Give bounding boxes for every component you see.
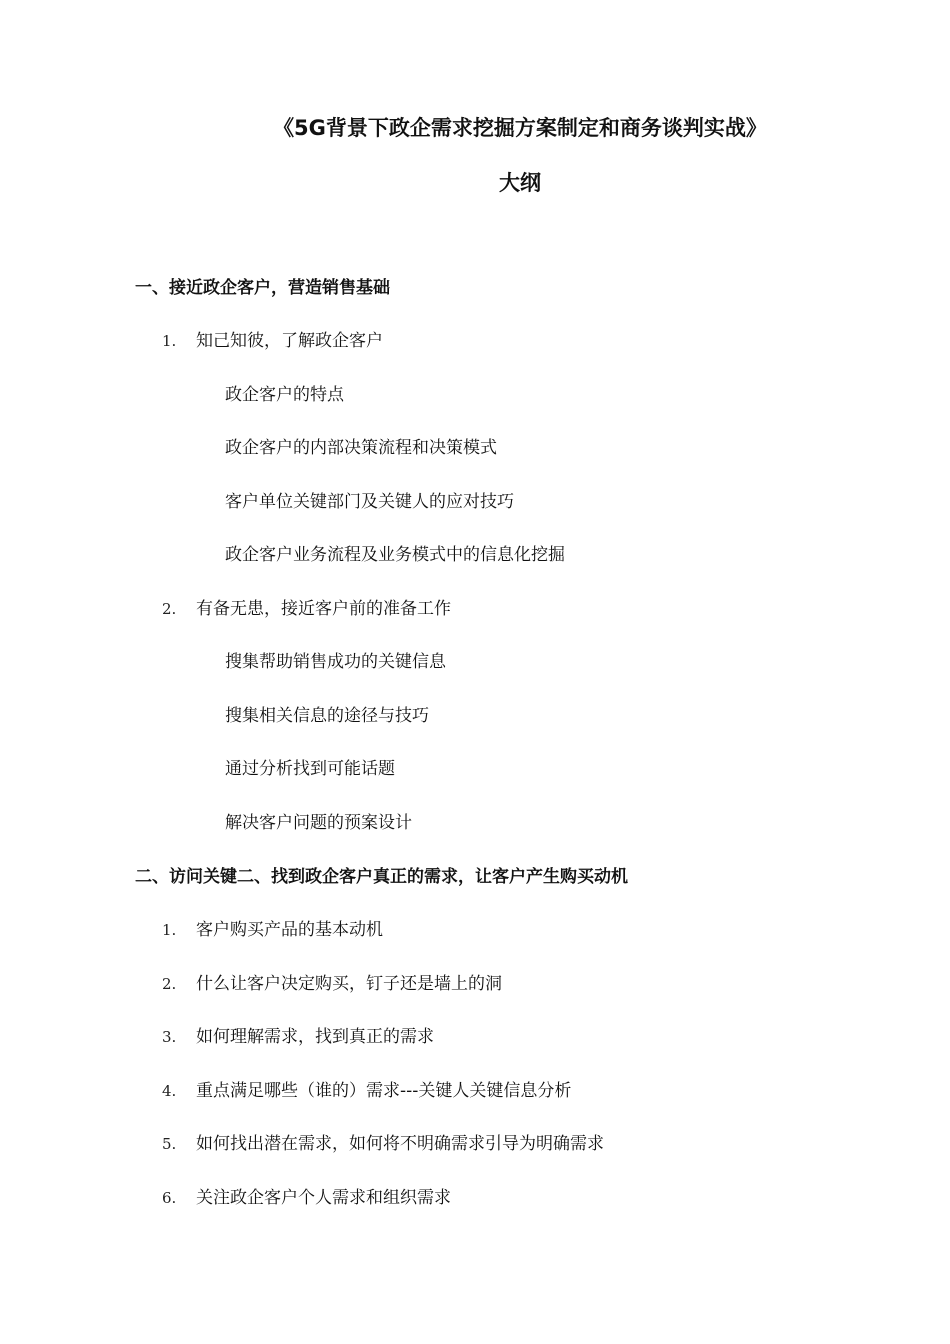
outline-item: 重点满足哪些（谁的）需求---关键人关键信息分析 [196,1081,572,1101]
outline-item: 如何理解需求，找到真正的需求 [196,1027,434,1047]
item-number: 3. [162,1028,177,1046]
item-number: 5. [162,1135,177,1153]
outline-item: 关注政企客户个人需求和组织需求 [196,1188,451,1208]
outline-subitem: 解决客户问题的预案设计 [225,813,412,833]
outline-item: 什么让客户决定购买，钉子还是墙上的洞 [196,974,502,994]
outline-item: 有备无患，接近客户前的准备工作 [196,599,451,619]
outline-item: 知己知彼，了解政企客户 [196,331,383,351]
item-number: 2. [162,975,177,993]
outline-subitem: 搜集帮助销售成功的关键信息 [225,652,446,672]
document-title: 《5G背景下政企需求挖掘方案制定和商务谈判实战》 [273,116,767,140]
document-subtitle: 大纲 [499,171,541,195]
outline-subitem: 客户单位关键部门及关键人的应对技巧 [225,492,514,512]
section-heading-2: 二、访问关键二、找到政企客户真正的需求，让客户产生购买动机 [135,867,628,887]
item-number: 1. [162,332,177,350]
outline-subitem: 搜集相关信息的途径与技巧 [225,706,429,726]
outline-item: 如何找出潜在需求，如何将不明确需求引导为明确需求 [196,1134,604,1154]
item-number: 6. [162,1189,177,1207]
item-number: 4. [162,1082,177,1100]
outline-subitem: 政企客户业务流程及业务模式中的信息化挖掘 [225,545,565,565]
item-number: 2. [162,600,177,618]
section-heading-1: 一、接近政企客户，营造销售基础 [135,278,390,298]
outline-subitem: 通过分析找到可能话题 [225,759,395,779]
outline-item: 客户购买产品的基本动机 [196,920,383,940]
outline-subitem: 政企客户的内部决策流程和决策模式 [225,438,497,458]
outline-subitem: 政企客户的特点 [225,385,344,405]
item-number: 1. [162,921,177,939]
